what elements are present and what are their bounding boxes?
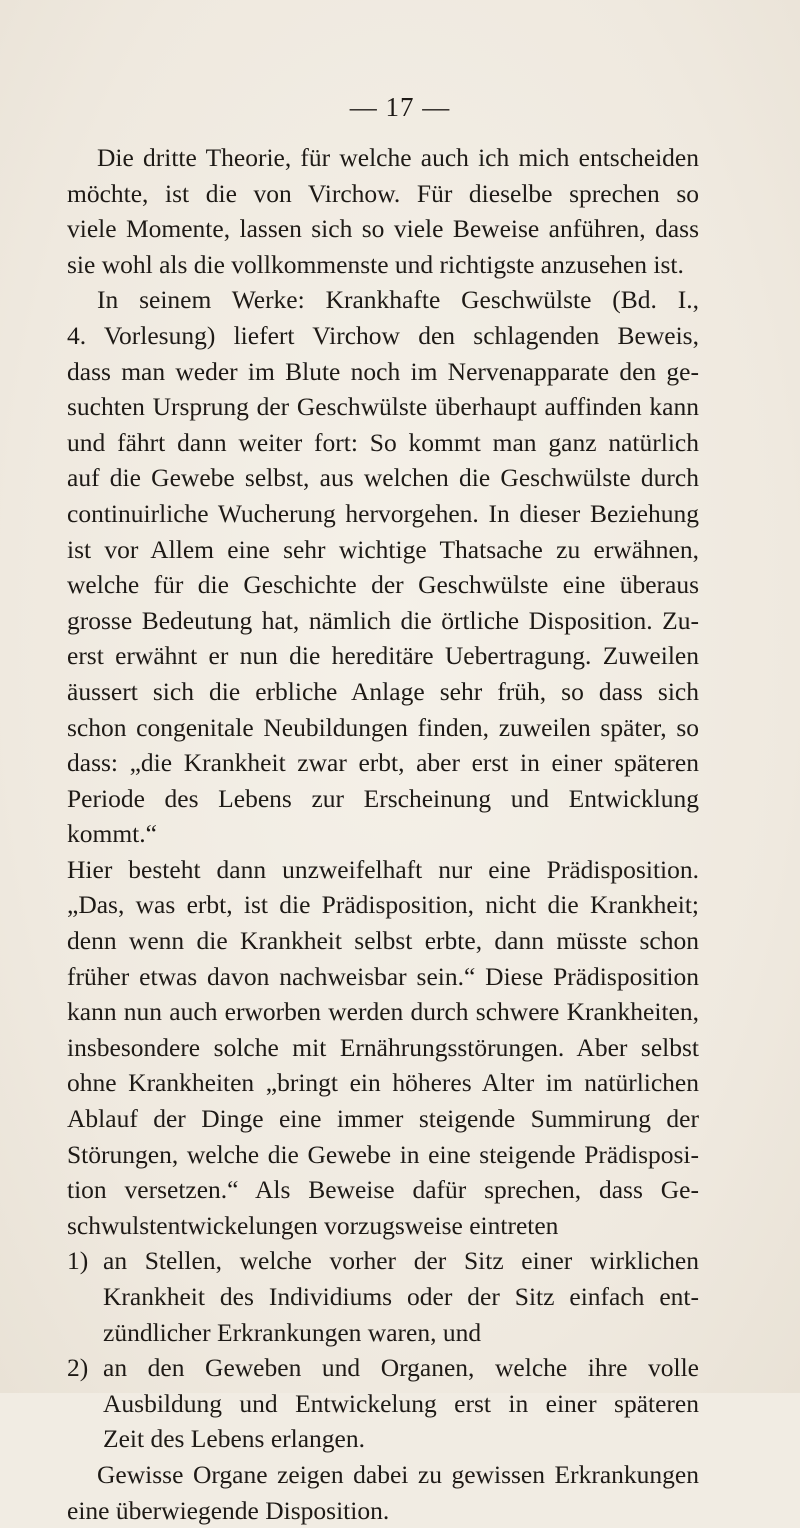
page-number: — 17 — (349, 92, 451, 122)
text-line: Krankheit des Individiums oder der Sitz einfach ent- (103, 1282, 699, 1311)
text-line: auf die Gewebe selbst, aus welchen die Geschwülste durch (67, 463, 699, 493)
text-line: viele Momente, lassen sich so viele Beweise anführen, dass (67, 214, 699, 244)
text-line: welche für die Geschichte der Geschwülste eine überaus (67, 570, 699, 600)
text-line: und fährt dann weiter fort: So kommt man ganz natürlich (67, 427, 699, 457)
text-line: continuirliche Wucherung hervorgehen. In dieser Beziehung (67, 498, 699, 528)
paragraph-2 (67, 282, 699, 1243)
text-line: ist vor Allem eine sehr wichtige Thatsache zu erwähnen, (67, 534, 699, 564)
body-text (67, 140, 699, 1528)
text-line: sie wohl als die vollkommenste und richtigste anzusehen ist. (67, 249, 684, 279)
text-line: dass man weder im Blute noch im Nervenapparate den ge- (67, 356, 699, 386)
list-item-1 (67, 1243, 699, 1350)
numbered-list (67, 1243, 699, 1457)
paragraph-3 (67, 1457, 699, 1528)
text-line: In seinem Werke: Krankhafte Geschwülste (Bd. I., (97, 285, 699, 315)
text-line: Störungen, welche die Gewebe in eine steigende Prädisposi- (67, 1139, 699, 1169)
text-line: Ablauf der Dinge eine immer steigende Summirung der (67, 1104, 699, 1134)
text-line: grosse Bedeutung hat, nämlich die örtliche Disposition. Zu- (67, 605, 699, 635)
text-line: an den Geweben und Organen, welche ihre volle (103, 1353, 699, 1383)
text-line: Gewisse Organe zeigen dabei zu gewissen Erkrankungen (97, 1459, 699, 1489)
text-line: zündlicher Erkrankungen waren, und (103, 1317, 482, 1347)
text-line: dass: „die Krankheit zwar erbt, aber erst in einer späteren (67, 748, 699, 778)
text-line: Periode des Lebens zur Erscheinung und Entwicklung kommt.“ (67, 783, 699, 849)
text-line: schon congenitale Neubildungen finden, zuweilen später, so (67, 712, 699, 742)
text-line: ohne Krankheiten „bringt ein höheres Alter im natürlichen (67, 1068, 699, 1098)
text-line: Die dritte Theorie, für welche auch ich mich entscheiden (97, 143, 699, 172)
paragraph-1 (67, 140, 699, 282)
text-line: schwulstentwickelungen vorzugsweise eintreten (67, 1210, 559, 1240)
text-line: an Stellen, welche vorher der Sitz einer wirklichen (103, 1246, 699, 1276)
list-item-2 (67, 1350, 699, 1457)
text-line: früher etwas davon nachweisbar sein.“ Diese Prädisposition (67, 961, 699, 991)
text-line: suchten Ursprung der Geschwülste überhaupt auffinden kann (67, 392, 699, 422)
text-line: äussert sich die erbliche Anlage sehr früh, so dass sich (67, 676, 699, 706)
text-line: erst erwähnt er nun die hereditäre Uebertragung. Zuweilen (67, 641, 699, 671)
text-line: möchte, ist die von Virchow. Für dieselbe sprechen so (67, 178, 699, 208)
text-line: insbesondere solche mit Ernährungsstörungen. Aber selbst (67, 1032, 699, 1062)
text-line: eine überwiegende Disposition. (67, 1495, 390, 1525)
list-number: 1) (67, 1246, 89, 1276)
text-line: Hier besteht dann unzweifelhaft nur eine Prädisposition. (67, 854, 699, 884)
text-line: Ausbildung und Entwickelung erst in einer späteren (103, 1388, 699, 1418)
text-line: denn wenn die Krankheit selbst erbte, dann müsste schon (67, 926, 699, 956)
text-line: tion versetzen.“ Als Beweise dafür sprechen, dass Ge- (67, 1175, 699, 1205)
list-number: 2) (67, 1353, 89, 1383)
text-line: 4. Vorlesung) liefert Virchow den schlagenden Beweis, (67, 320, 699, 350)
text-line: Zeit des Lebens erlangen. (103, 1424, 365, 1454)
text-line: kann nun auch erworben werden durch schwere Krankheiten, (67, 997, 699, 1027)
text-line: „Das, was erbt, ist die Prädisposition, nicht die Krankheit; (67, 890, 699, 920)
